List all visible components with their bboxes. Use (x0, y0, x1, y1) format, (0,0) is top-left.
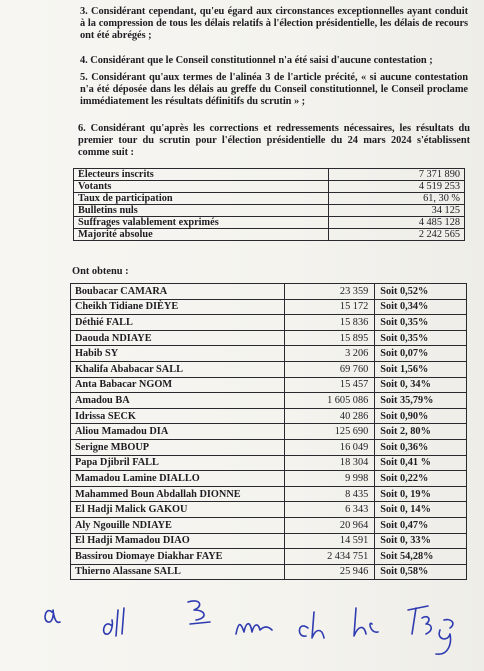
candidate-name: Amadou BA (71, 393, 285, 409)
candidate-votes: 16 049 (284, 439, 375, 455)
candidate-percentage: Soit 0,35% (375, 330, 467, 346)
candidate-name: Thierno Alassane SALL (71, 564, 285, 580)
candidate-row (71, 439, 467, 455)
candidate-name: Daouda NDIAYE (71, 330, 285, 346)
candidate-percentage: Soit 0, 34% (375, 377, 467, 393)
candidate-votes: 20 964 (284, 517, 375, 533)
candidate-percentage: Soit 0, 14% (375, 502, 467, 518)
stats-label: Votants (74, 181, 329, 193)
candidate-votes: 14 591 (284, 533, 375, 549)
candidate-votes: 125 690 (284, 424, 375, 440)
candidate-votes: 25 946 (284, 564, 375, 580)
candidate-row (71, 424, 467, 440)
candidate-votes: 9 998 (284, 471, 375, 487)
signature-7 (408, 606, 431, 634)
candidate-row (71, 549, 467, 565)
stats-value: 4 519 253 (329, 181, 465, 193)
stats-label: Taux de participation (74, 193, 329, 205)
handwritten-signatures (40, 590, 480, 665)
candidate-votes: 69 760 (284, 361, 375, 377)
signature-8 (436, 630, 450, 654)
signature-2 (104, 608, 124, 636)
candidate-percentage: Soit 2, 80% (375, 424, 467, 440)
candidate-votes: 15 836 (284, 315, 375, 331)
candidate-votes: 23 359 (284, 284, 375, 300)
signature-4 (236, 624, 272, 634)
paragraph-6: 6. Considérant qu'après les corrections et redressements nécessaires, les résultats du premier tour du scrutin pour l'élection présidentielle du 24 mars 2024 s'établissent comme suit : (78, 123, 470, 159)
stats-row (74, 217, 465, 229)
candidate-percentage: Soit 0,52% (375, 284, 467, 300)
candidate-name: El Hadji Mamadou DIAO (71, 533, 285, 549)
paragraph-3: 3. Considérant cependant, qu'eu égard aux circonstances exceptionnelles ayant conduit à la compression de tous les délais relatifs à l'élection présidentielle, les délais de recours ont été abrégés ; (80, 6, 468, 42)
stats-row (74, 205, 465, 217)
candidate-percentage: Soit 35,79% (375, 393, 467, 409)
candidate-row (71, 377, 467, 393)
candidate-name: Serigne MBOUP (71, 439, 285, 455)
candidate-percentage: Soit 0,58% (375, 564, 467, 580)
candidate-name: El Hadji Malick GAKOU (71, 502, 285, 518)
candidate-percentage: Soit 0,90% (375, 408, 467, 424)
candidate-votes: 1 605 086 (284, 393, 375, 409)
stats-label: Bulletins nuls (74, 205, 329, 217)
candidate-row (71, 299, 467, 315)
statistics-table (73, 168, 465, 241)
candidate-name: Mamadou Lamine DIALLO (71, 471, 285, 487)
candidate-row (71, 486, 467, 502)
candidate-row (71, 361, 467, 377)
candidate-row (71, 502, 467, 518)
candidate-row (71, 346, 467, 362)
paragraph-5: 5. Considérant qu'aux termes de l'alinéa 3 de l'article précité, « si aucune contestation n'a été déposée dans les délais au greffe du Conseil constitutionnel, le Conseil proclame immédiatement les résultats définitifs du scrutin » ; (80, 72, 468, 108)
candidate-name: Déthié FALL (71, 315, 285, 331)
candidate-percentage: Soit 0,34% (375, 299, 467, 315)
candidate-name: Idrissa SECK (71, 408, 285, 424)
stats-label: Suffrages valablement exprimés (74, 217, 329, 229)
candidate-row (71, 517, 467, 533)
candidate-row (71, 330, 467, 346)
candidate-name: Bassirou Diomaye Diakhar FAYE (71, 549, 285, 565)
candidate-name: Cheikh Tidiane DIÈYE (71, 299, 285, 315)
paragraph-4: 4. Considérant que le Conseil constitutionnel n'a été saisi d'aucune contestation ; (80, 55, 433, 66)
candidate-name: Boubacar CAMARA (71, 284, 285, 300)
candidate-percentage: Soit 1,56% (375, 361, 467, 377)
stats-row (74, 229, 465, 241)
stats-value: 7 371 890 (329, 169, 465, 181)
signatures-area (40, 590, 480, 665)
candidate-row (71, 393, 467, 409)
candidate-votes: 8 435 (284, 486, 375, 502)
candidate-percentage: Soit 0, 33% (375, 533, 467, 549)
candidate-row (71, 315, 467, 331)
candidate-votes: 6 343 (284, 502, 375, 518)
candidate-row (71, 284, 467, 300)
candidate-name: Papa Djibril FALL (71, 455, 285, 471)
candidate-votes: 15 895 (284, 330, 375, 346)
candidate-row (71, 533, 467, 549)
candidate-votes: 40 286 (284, 408, 375, 424)
signature-5 (299, 612, 324, 638)
candidate-row (71, 408, 467, 424)
candidate-percentage: Soit 0,35% (375, 315, 467, 331)
candidate-votes: 15 457 (284, 377, 375, 393)
signature-8b (444, 620, 453, 628)
candidates-table (70, 283, 467, 580)
candidate-name: Anta Babacar NGOM (71, 377, 285, 393)
candidate-votes: 2 434 751 (284, 549, 375, 565)
stats-value: 61, 30 % (329, 193, 465, 205)
candidate-percentage: Soit 54,28% (375, 549, 467, 565)
candidate-percentage: Soit 0,47% (375, 517, 467, 533)
candidate-percentage: Soit 0,41 % (375, 455, 467, 471)
candidate-percentage: Soit 0,36% (375, 439, 467, 455)
stats-value: 4 485 128 (329, 217, 465, 229)
stats-label: Majorité absolue (74, 229, 329, 241)
obtained-label: Ont obtenu : (72, 266, 129, 277)
stats-label: Électeurs inscrits (74, 169, 329, 181)
candidate-votes: 15 172 (284, 299, 375, 315)
candidate-percentage: Soit 0,07% (375, 346, 467, 362)
candidate-votes: 18 304 (284, 455, 375, 471)
signature-6 (354, 608, 378, 636)
stats-row (74, 181, 465, 193)
candidate-row (71, 564, 467, 580)
candidate-percentage: Soit 0, 19% (375, 486, 467, 502)
stats-row (74, 193, 465, 205)
stats-value: 2 242 565 (329, 229, 465, 241)
candidate-name: Aliou Mamadou DIA (71, 424, 285, 440)
candidate-name: Aly Ngouille NDIAYE (71, 517, 285, 533)
candidate-name: Habib SY (71, 346, 285, 362)
signature-1 (45, 610, 60, 622)
signature-3 (188, 601, 210, 624)
candidate-name: Mahammed Boun Abdallah DIONNE (71, 486, 285, 502)
candidate-row (71, 471, 467, 487)
candidate-percentage: Soit 0,22% (375, 471, 467, 487)
candidate-row (71, 455, 467, 471)
candidate-name: Khalifa Ababacar SALL (71, 361, 285, 377)
candidate-votes: 3 206 (284, 346, 375, 362)
stats-row (74, 169, 465, 181)
stats-value: 34 125 (329, 205, 465, 217)
